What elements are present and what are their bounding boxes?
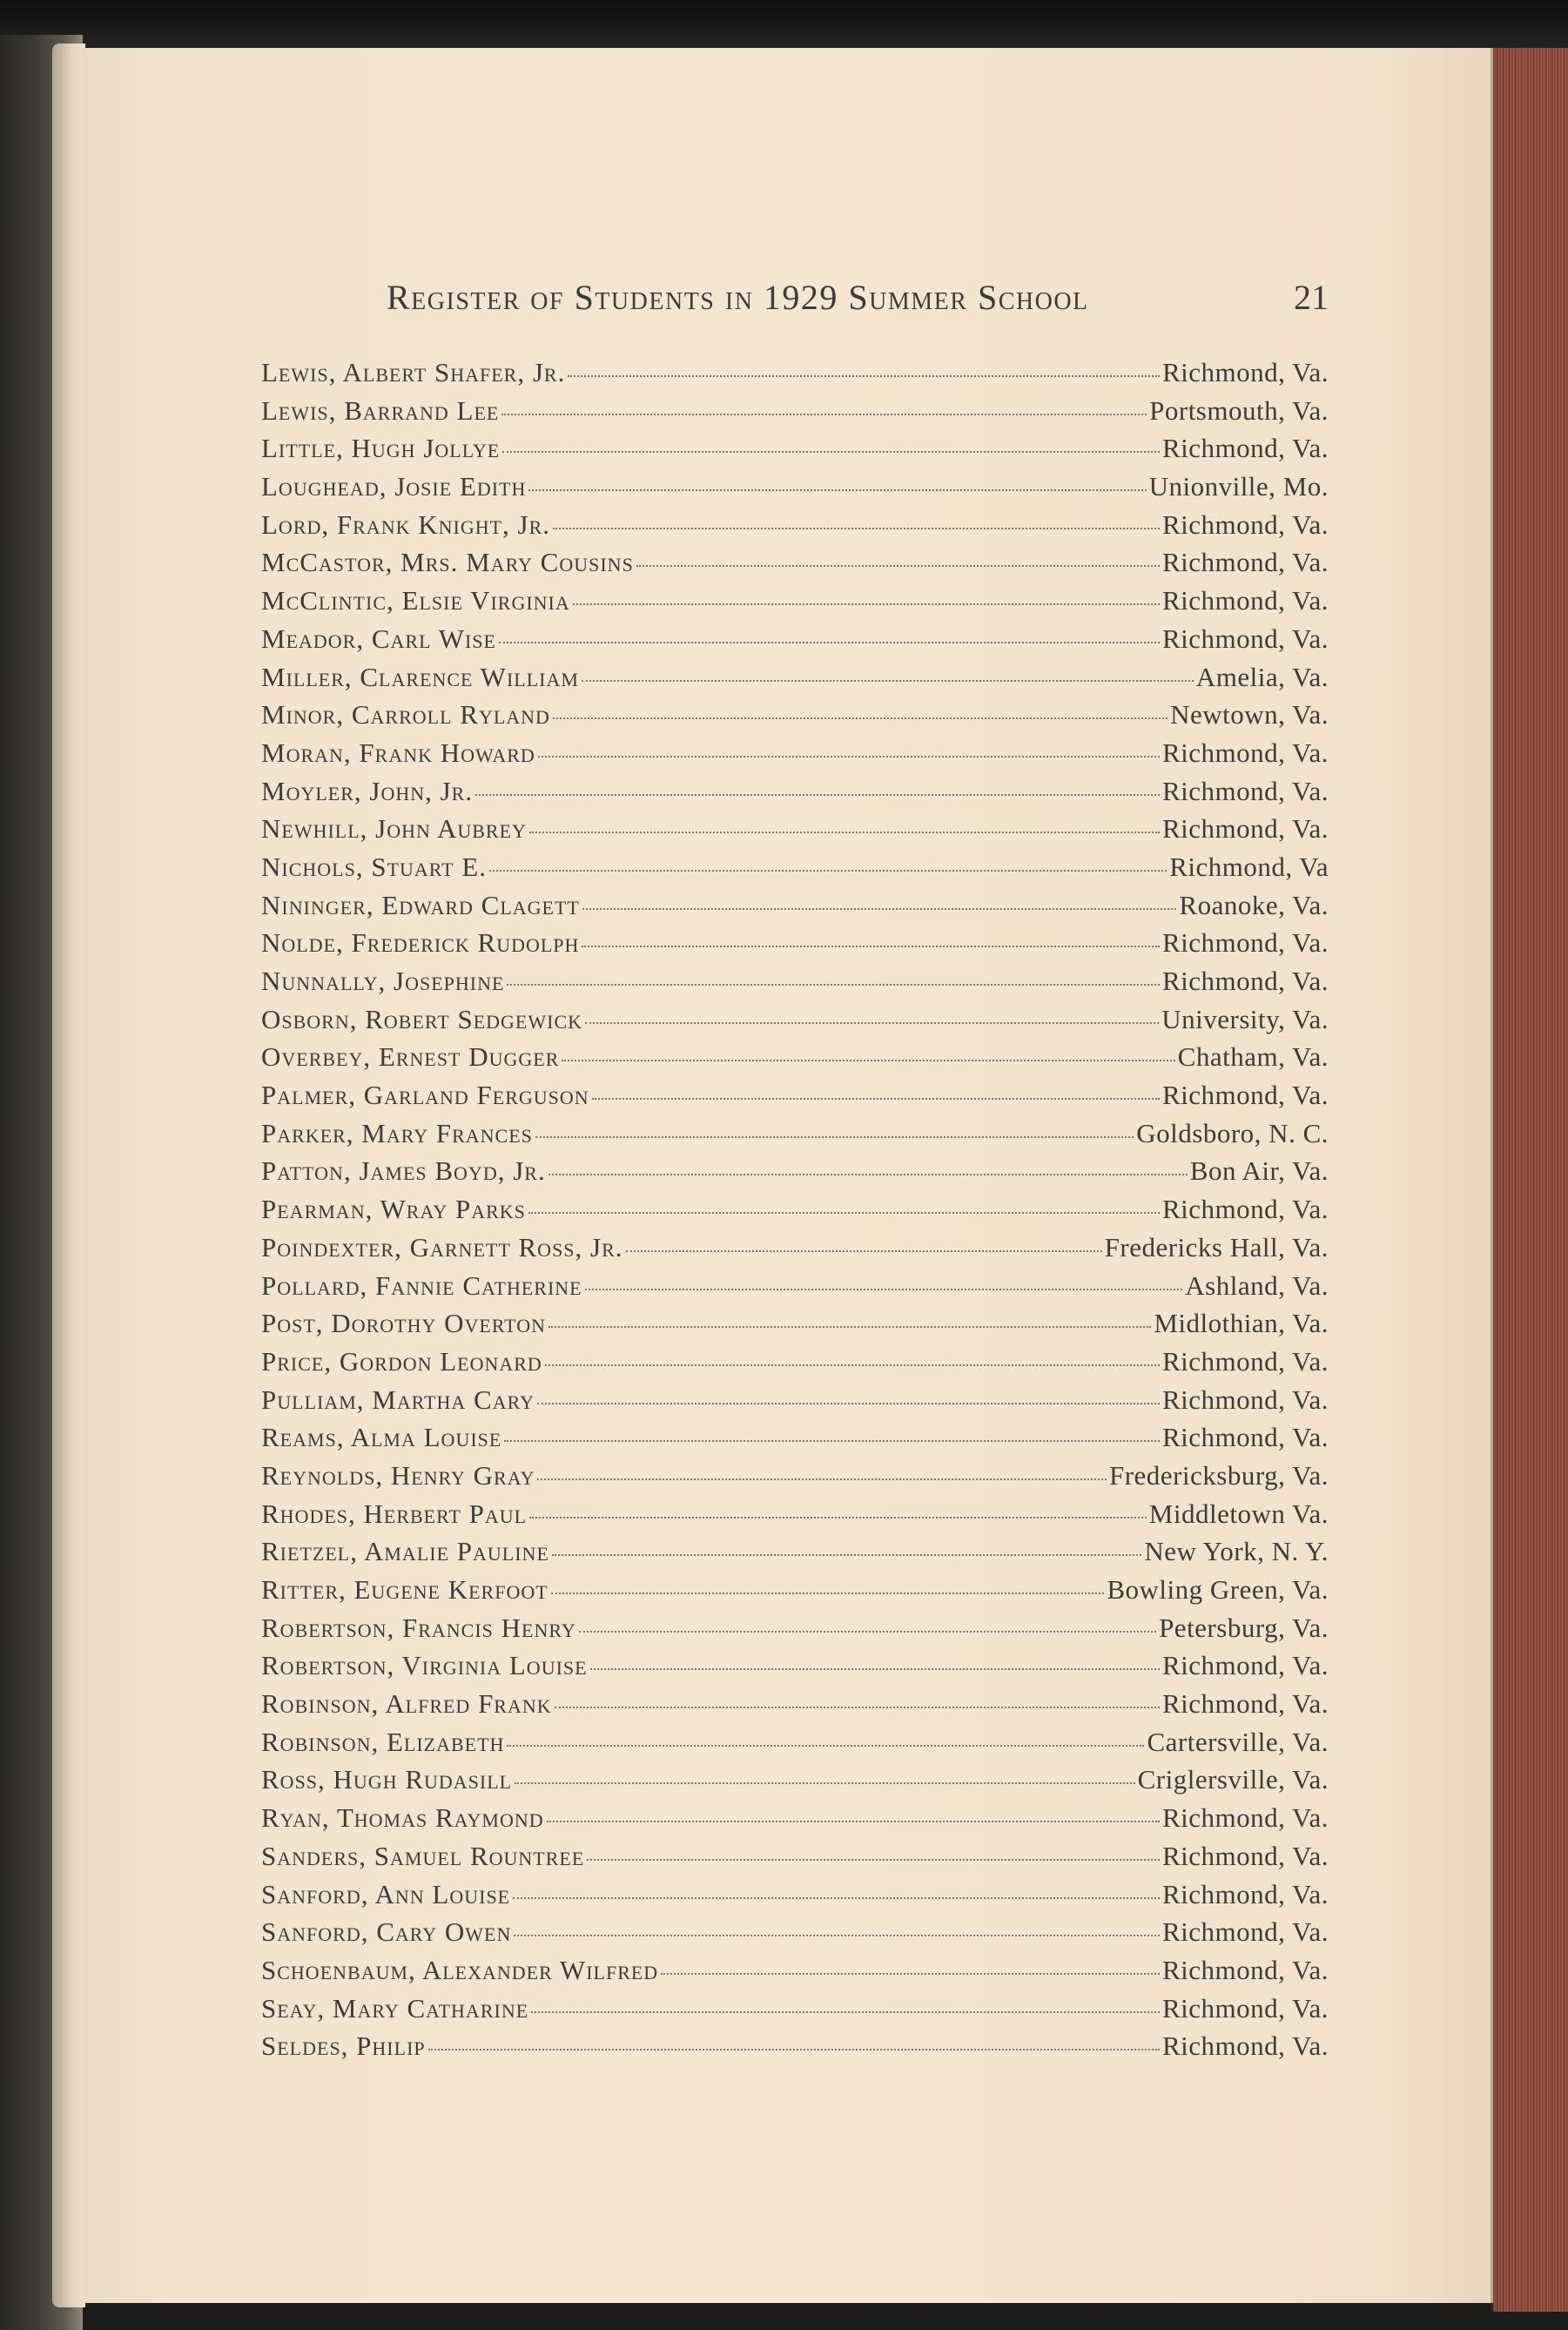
list-item [261, 1038, 1329, 1076]
student-hometown: Ashland, Va. [1185, 1269, 1329, 1301]
student-hometown: Richmond, Va. [1161, 775, 1329, 806]
student-name: Schoenbaum, Alexander Wilfred [261, 1954, 659, 1985]
dot-leader [553, 717, 1168, 719]
dot-leader [587, 1859, 1160, 1861]
dot-leader [553, 528, 1160, 529]
student-name: Meador, Carl Wise [261, 623, 496, 654]
dot-leader [531, 2011, 1160, 2013]
student-name: Sanders, Samuel Rountree [261, 1840, 585, 1871]
dot-leader [529, 832, 1160, 833]
list-item [261, 1837, 1329, 1875]
list-item [261, 1152, 1329, 1190]
list-item [261, 468, 1329, 506]
student-hometown: Richmond, Va. [1161, 813, 1329, 845]
dot-leader [585, 1289, 1183, 1290]
list-item [261, 620, 1329, 658]
student-name: Poindexter, Garnett Ross, Jr. [261, 1231, 623, 1263]
dot-leader [579, 1631, 1156, 1633]
student-hometown: Richmond, Va. [1161, 737, 1329, 768]
student-name: Sanford, Cary Owen [261, 1916, 512, 1948]
dot-leader [552, 1554, 1141, 1556]
student-name: Newhill, John Aubrey [261, 813, 527, 845]
list-item [261, 1685, 1329, 1723]
list-item [261, 1532, 1329, 1571]
list-item [261, 1913, 1329, 1951]
student-name: Ritter, Eugene Kerfoot [261, 1574, 548, 1605]
list-item [261, 1761, 1329, 1799]
student-name: Rhodes, Herbert Paul [261, 1498, 528, 1529]
student-hometown: Richmond, Va [1169, 851, 1329, 882]
student-hometown: Bowling Green, Va. [1107, 1574, 1329, 1605]
student-name: Miller, Clarence William [261, 661, 579, 692]
dot-leader [528, 1212, 1160, 1214]
student-hometown: Fredericksburg, Va. [1108, 1459, 1329, 1491]
list-item [261, 1799, 1329, 1837]
list-item [261, 392, 1329, 430]
student-hometown: Midlothian, Va. [1154, 1308, 1329, 1339]
dot-leader [555, 1707, 1160, 1708]
student-name: Overbey, Ernest Dugger [261, 1041, 560, 1073]
student-name: Reams, Alma Louise [261, 1422, 502, 1453]
dot-leader [568, 375, 1160, 377]
dot-leader [582, 680, 1194, 682]
student-hometown: Richmond, Va. [1161, 1345, 1329, 1377]
list-item [261, 886, 1329, 925]
student-name: Loughead, Josie Edith [261, 471, 527, 502]
student-hometown: Chatham, Va. [1177, 1041, 1329, 1073]
dot-leader [538, 756, 1160, 758]
list-item [261, 354, 1329, 392]
dot-leader [475, 794, 1160, 796]
student-register-list [261, 354, 1329, 2065]
student-name: Moran, Frank Howard [261, 737, 535, 768]
dot-leader [547, 1821, 1160, 1822]
dot-leader [537, 1403, 1160, 1404]
dot-leader [585, 1022, 1159, 1024]
student-name: Robertson, Virginia Louise [261, 1650, 588, 1681]
student-hometown: Richmond, Va. [1161, 1384, 1329, 1415]
student-hometown: Richmond, Va. [1161, 927, 1329, 959]
list-item [261, 1951, 1329, 1990]
list-item [261, 696, 1329, 734]
student-hometown: Portsmouth, Va. [1149, 394, 1329, 426]
student-hometown: Richmond, Va. [1161, 585, 1329, 616]
list-item [261, 429, 1329, 468]
page-number: 21 [1294, 278, 1329, 317]
student-name: Minor, Carroll Ryland [261, 699, 550, 731]
running-header [387, 277, 1329, 329]
student-hometown: Richmond, Va. [1161, 1840, 1329, 1871]
dot-leader [528, 489, 1146, 491]
list-item [261, 1418, 1329, 1457]
student-hometown: Roanoke, Va. [1179, 889, 1329, 920]
list-item [261, 1571, 1329, 1609]
student-name: Lewis, Albert Shafer, Jr. [261, 357, 566, 387]
student-name: Sanford, Ann Louise [261, 1878, 511, 1909]
list-item [261, 734, 1329, 772]
list-item [261, 772, 1329, 811]
student-hometown: Richmond, Va. [1161, 1916, 1329, 1948]
list-item [261, 1076, 1329, 1114]
list-item [261, 582, 1329, 620]
dot-leader [636, 565, 1160, 567]
list-item [261, 1190, 1329, 1229]
list-item [261, 1495, 1329, 1533]
dot-leader [548, 1174, 1188, 1175]
dot-leader [499, 642, 1160, 643]
dot-leader [515, 1782, 1135, 1784]
student-name: Nunnally, Josephine [261, 966, 505, 996]
student-hometown: Richmond, Va. [1161, 547, 1329, 578]
student-name: Lewis, Barrand Lee [261, 394, 500, 426]
student-hometown: Newtown, Va. [1170, 699, 1329, 731]
dot-leader [428, 2049, 1160, 2051]
dot-leader [582, 908, 1177, 910]
student-hometown: Richmond, Va. [1161, 1992, 1329, 2024]
student-hometown: Fredericks Hall, Va. [1104, 1231, 1329, 1263]
dot-leader [502, 451, 1160, 453]
list-item [261, 924, 1329, 962]
dot-leader [592, 1098, 1160, 1100]
student-name: Seay, Mary Catharine [261, 1992, 529, 2024]
student-name: Moyler, John, Jr. [261, 775, 474, 806]
student-name: Pulliam, Martha Cary [261, 1384, 535, 1415]
student-name: Patton, James Boyd, Jr. [261, 1155, 546, 1187]
student-hometown: Richmond, Va. [1161, 1878, 1329, 1909]
student-name: Palmer, Garland Ferguson [261, 1080, 589, 1111]
dot-leader [507, 984, 1160, 986]
dot-leader [661, 1973, 1160, 1975]
list-item [261, 1457, 1329, 1495]
student-hometown: Richmond, Va. [1161, 433, 1329, 464]
list-item [261, 810, 1329, 848]
student-hometown: New York, N. Y. [1144, 1536, 1329, 1567]
list-item [261, 1646, 1329, 1685]
student-hometown: Petersburg, Va. [1159, 1612, 1329, 1643]
student-hometown: Criglersville, Va. [1137, 1764, 1329, 1795]
student-name: Pollard, Fannie Catherine [261, 1269, 582, 1301]
student-name: Robinson, Alfred Frank [261, 1688, 552, 1720]
student-hometown: Unionville, Mo. [1148, 471, 1329, 502]
list-item [261, 1267, 1329, 1305]
student-name: Reynolds, Henry Gray [261, 1459, 535, 1491]
dot-leader [501, 414, 1147, 415]
list-item [261, 1609, 1329, 1647]
dot-leader [545, 1364, 1160, 1366]
student-hometown: Amelia, Va. [1195, 661, 1329, 692]
student-name: Osborn, Robert Sedgewick [261, 1003, 583, 1034]
student-name: Lord, Frank Knight, Jr. [261, 508, 551, 540]
list-item [261, 506, 1329, 544]
student-name: McClintic, Elsie Virginia [261, 585, 570, 616]
student-name: Ryan, Thomas Raymond [261, 1802, 544, 1834]
list-item [261, 962, 1329, 1000]
list-item [261, 848, 1329, 886]
student-name: Parker, Mary Frances [261, 1117, 533, 1148]
list-item [261, 2027, 1329, 2065]
student-hometown: Cartersville, Va. [1147, 1726, 1329, 1757]
list-item [261, 1990, 1329, 2028]
list-item [261, 1229, 1329, 1267]
student-name: Rietzel, Amalie Pauline [261, 1536, 549, 1567]
dot-leader [537, 1478, 1107, 1480]
student-hometown: Richmond, Va. [1161, 2030, 1329, 2062]
student-hometown: Middletown Va. [1148, 1498, 1329, 1529]
student-name: Seldes, Philip [261, 2030, 426, 2062]
list-item [261, 1875, 1329, 1914]
dot-leader [573, 603, 1160, 605]
dot-leader [507, 1745, 1144, 1747]
page-title: Register of Students in 1929 Summer School [387, 278, 1089, 317]
student-hometown: Richmond, Va. [1161, 623, 1329, 654]
dot-leader [626, 1250, 1102, 1252]
list-item [261, 1000, 1329, 1039]
student-name: Robertson, Francis Henry [261, 1612, 576, 1643]
list-item [261, 1114, 1329, 1153]
student-hometown: Richmond, Va. [1161, 1954, 1329, 1985]
student-name: Ross, Hugh Rudasill [261, 1764, 513, 1795]
list-item [261, 1723, 1329, 1761]
dot-leader [513, 1897, 1160, 1899]
student-hometown: Goldsboro, N. C. [1136, 1117, 1329, 1148]
dot-leader [562, 1060, 1174, 1061]
student-name: Little, Hugh Jollye [261, 433, 501, 464]
student-hometown: Richmond, Va. [1161, 508, 1329, 540]
book-binding-top [0, 0, 1568, 52]
page-edge-shadow [1491, 48, 1506, 2312]
dot-leader [582, 946, 1160, 947]
student-hometown: Richmond, Va. [1161, 1650, 1329, 1681]
dot-leader [590, 1668, 1160, 1670]
student-name: Nininger, Edward Clagett [261, 889, 580, 920]
student-name: Pearman, Wray Parks [261, 1194, 526, 1225]
dot-leader [551, 1593, 1105, 1594]
list-item [261, 543, 1329, 582]
student-hometown: Richmond, Va. [1161, 1802, 1329, 1834]
student-hometown: Bon Air, Va. [1189, 1155, 1329, 1187]
list-item [261, 1343, 1329, 1381]
student-name: Nichols, Stuart E. [261, 851, 488, 882]
student-name: Nolde, Frederick Rudolph [261, 927, 580, 959]
student-name: Robinson, Elizabeth [261, 1726, 505, 1757]
student-name: McCastor, Mrs. Mary Cousins [261, 547, 634, 578]
student-name: Price, Gordon Leonard [261, 1345, 542, 1377]
list-item [261, 658, 1329, 697]
student-hometown: Richmond, Va. [1161, 1194, 1329, 1225]
dot-leader [548, 1326, 1151, 1328]
student-hometown: University, Va. [1161, 1003, 1329, 1034]
student-name: Post, Dorothy Overton [261, 1308, 546, 1339]
student-hometown: Richmond, Va. [1161, 1080, 1329, 1111]
list-item [261, 1381, 1329, 1419]
student-hometown: Richmond, Va. [1161, 1688, 1329, 1720]
student-hometown: Richmond, Va. [1161, 1422, 1329, 1453]
list-item [261, 1304, 1329, 1343]
dot-leader [529, 1517, 1147, 1519]
dot-leader [535, 1136, 1134, 1138]
dot-leader [489, 870, 1167, 872]
page-gutter-edge [52, 44, 85, 2307]
student-hometown: Richmond, Va. [1161, 357, 1329, 387]
dot-leader [514, 1935, 1160, 1936]
student-hometown: Richmond, Va. [1161, 966, 1329, 996]
dot-leader [504, 1440, 1160, 1442]
